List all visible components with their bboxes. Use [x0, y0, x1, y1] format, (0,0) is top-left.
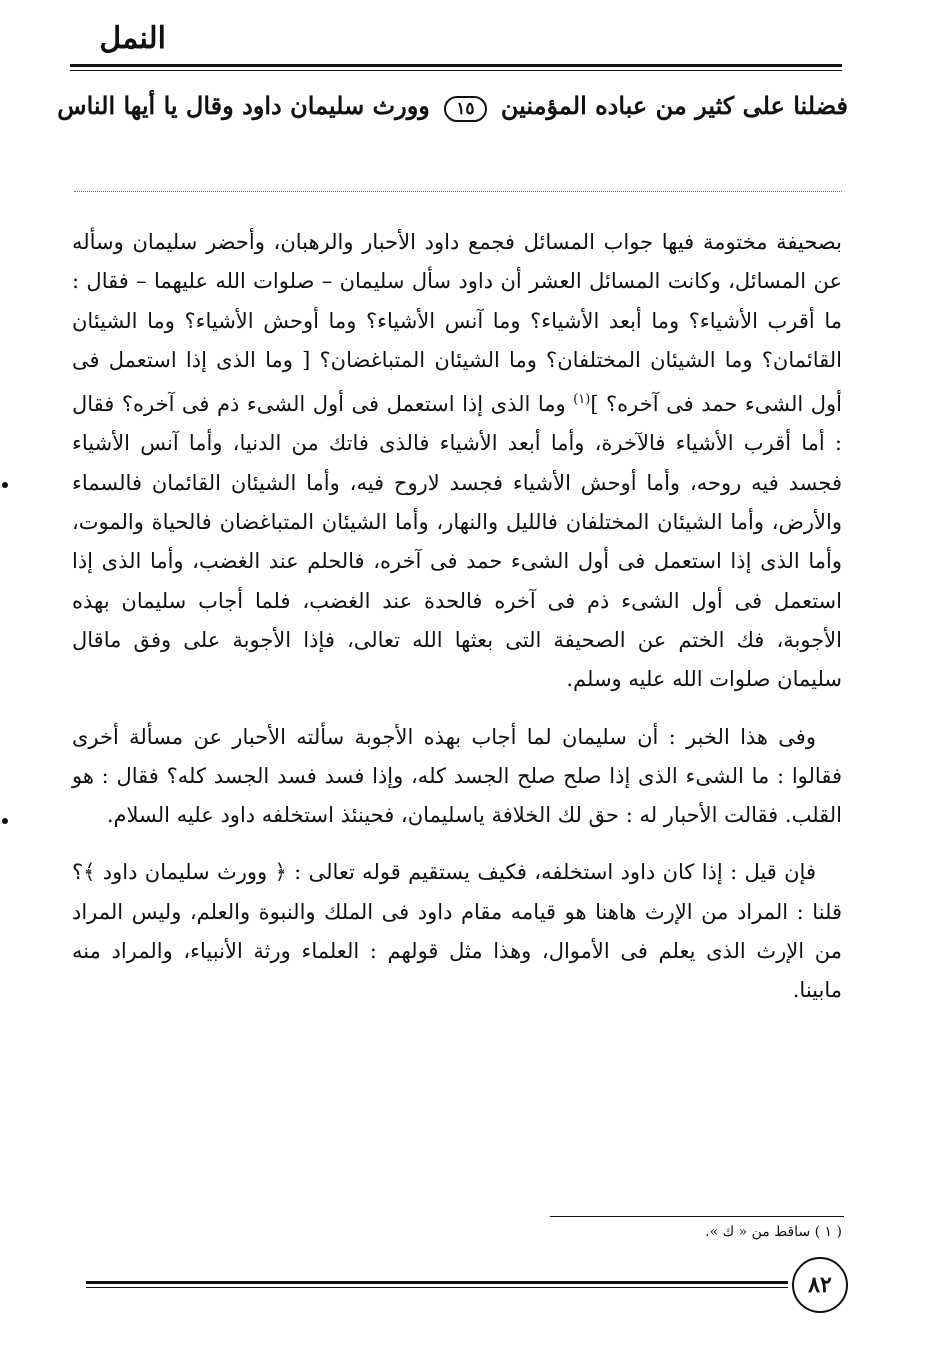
footnote-reference: (١) [573, 392, 591, 408]
header-rule-thin [70, 70, 842, 71]
footnote-rule [550, 1216, 844, 1217]
verse-text-start: فضلنا على كثير من عباده المؤمنين [500, 91, 848, 120]
paragraph-1-part-a: بصحيفة مختومة فيها جواب المسائل فجمع داود الأحبار والرهبان، وأحضر سليمان وسأله عن المسائل، وكانت المسائل العشر أن داود سأل سليمان – صلوات الله عليهما – فقال : ما أقرب الأشياء؟ وما أبعد الأشياء؟ وما آنس الأشياء؟ وما أوحش الأشياء؟ وما الشيئان القائمان؟ وما الشيئان المختلفان؟ وما الشيئان المتباغضان؟ [ وما الذى إذا استعمل فى أول الشىء حمد فى آخره؟ ] [72, 230, 842, 417]
header-rule-thick [70, 64, 842, 67]
verse-text-end: وورث سليمان داود وقال يا أيها الناس [57, 91, 430, 120]
verse-separator [74, 191, 842, 192]
paragraph-1 [72, 223, 842, 700]
paragraph-2: وفى هذا الخبر : أن سليمان لما أجاب بهذه الأجوبة سألته الأحبار عن مسألة أخرى فقالوا : ما الشىء الذى إذا صلح صلح الجسد كله، وإذا فسد فسد الجسد كله؟ فقال : هو القلب. فقالت الأحبار له : حق لك الخلافة ياسليمان، فحينئذ استخلفه داود عليه السلام. [72, 724, 842, 828]
commentary-body [72, 223, 842, 1011]
paragraph-1-part-b: وما الذى إذا استعمل فى أول الشىء ذم فى آخره؟ فقال : أما أقرب الأشياء فالآخرة، وأما أبعد الأشياء فالذى فاتك من الدنيا، وأما آنس الأشياء فجسد فيه روحه، وأما أوحش الأشياء فجسد لاروح فيه، وأما الشيئان القائمان فالسماء والأرض، وأما الشيئان المختلفان فالليل والنهار، وأما الشيئان المتباغضان فالحياة والموت، وأما الذى إذا استعمل فى أول الشىء حمد فى آخره، فالحلم عند الغضب، وأما الذى إذا استعمل فى أول الشىء ذم فى آخره فالحدة عند الغضب، فلما أجاب سليمان بهذه الأجوبة، فك الختم عن الصحيفة التى بعثها الله تعالى، فإذا الأجوبة على وفق ماقال سليمان صلوات الله عليه وسلم. [72, 392, 842, 692]
quran-verse [57, 86, 848, 126]
edge-mark [2, 482, 8, 488]
paragraph-3: فإن قيل : إذا كان داود استخلفه، فكيف يستقيم قوله تعالى : ﴿ وورث سليمان داود ﴾؟ قلنا : المراد من الإرث هاهنا هو قيامه مقام داود فى الملك والنبوة والعلم، وليس المراد من الإرث الذى يعلم فى الأموال، وهذا مثل قولهم : العلماء ورثة الأنبياء، والمراد منه مابينا. [72, 860, 842, 1003]
edge-mark [2, 818, 8, 824]
surah-title: النمل [99, 21, 166, 56]
verse-number-marker: ١٥ [444, 96, 486, 122]
footer-rule-thin [86, 1287, 788, 1288]
footer-rule-thick [86, 1281, 788, 1284]
footnote-text: ( ١ ) ساقط من « ك ». [705, 1224, 842, 1240]
page-number: ٨٢ [792, 1257, 848, 1313]
